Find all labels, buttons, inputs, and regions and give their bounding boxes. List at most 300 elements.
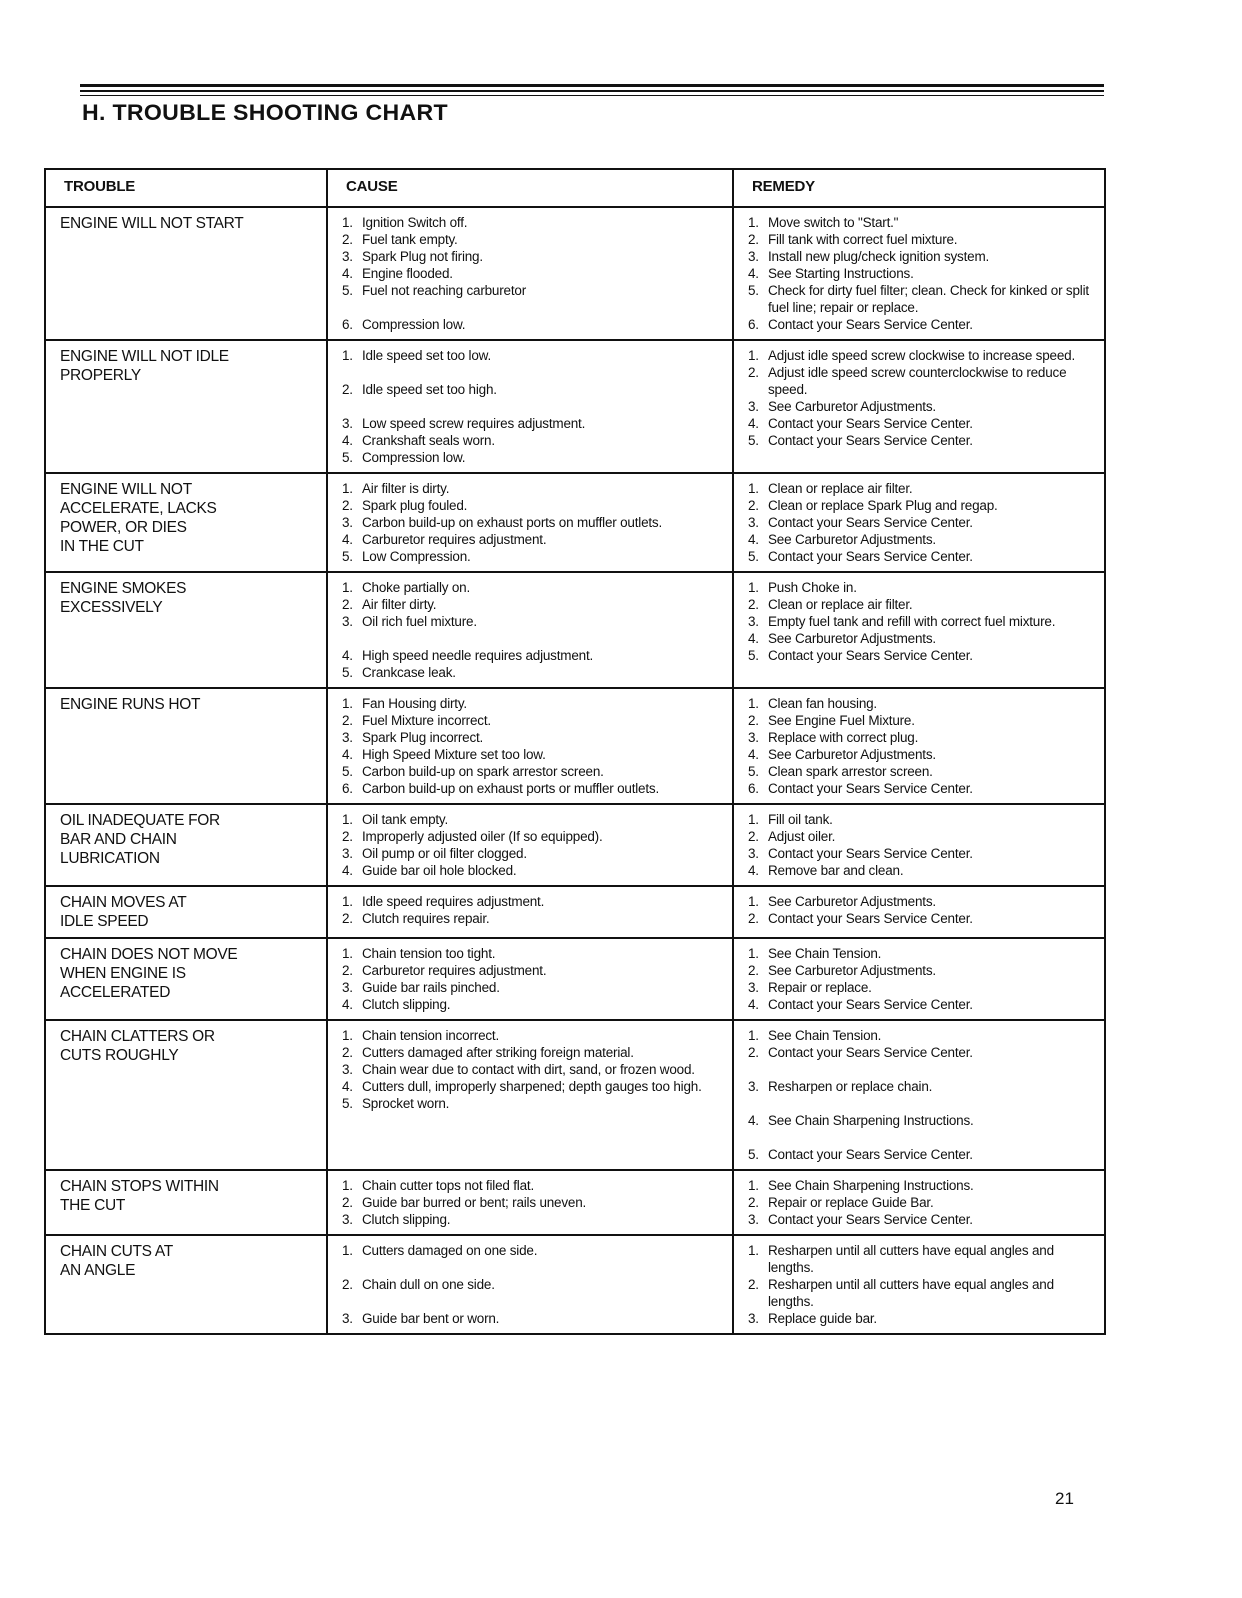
remedy-text: Contact your Sears Service Center. (768, 1147, 973, 1162)
remedy-cell (733, 1235, 1105, 1334)
cause-item (342, 231, 724, 248)
remedy-list (748, 945, 1096, 1013)
remedy-text: Contact your Sears Service Center. (768, 433, 973, 448)
cause-item (342, 432, 724, 449)
remedy-item (748, 1211, 1096, 1228)
table-row (45, 688, 1105, 804)
table-body (45, 207, 1105, 1334)
remedy-item (748, 282, 1096, 316)
table-row (45, 340, 1105, 473)
cause-number: 2. (342, 382, 353, 397)
table-row (45, 886, 1105, 938)
cause-number: 6. (342, 781, 353, 796)
remedy-text: See Chain Sharpening Instructions. (768, 1113, 974, 1128)
remedy-list (748, 1177, 1096, 1228)
remedy-text: Repair or replace. (768, 980, 872, 995)
remedy-number: 5. (748, 764, 759, 779)
table-header-row (45, 169, 1105, 207)
cause-list (342, 1027, 724, 1112)
remedy-number: 3. (748, 846, 759, 861)
cause-list (342, 579, 724, 681)
cause-item (342, 1061, 724, 1078)
remedy-text: See Chain Sharpening Instructions. (768, 1178, 974, 1193)
remedy-text: Contact your Sears Service Center. (768, 846, 973, 861)
remedy-item (748, 214, 1096, 231)
cause-item (342, 695, 724, 712)
trouble-cell (45, 1170, 327, 1235)
cause-item (342, 381, 724, 398)
cause-text: Oil pump or oil filter clogged. (362, 846, 527, 861)
cause-number: 5. (342, 283, 353, 298)
remedy-item (748, 729, 1096, 746)
remedy-cell (733, 1020, 1105, 1170)
cause-item (342, 1211, 724, 1228)
remedy-text: Adjust oiler. (768, 829, 836, 844)
cause-item (342, 979, 724, 996)
cause-number: 2. (342, 829, 353, 844)
remedy-item (748, 613, 1096, 630)
remedy-text: Contact your Sears Service Center. (768, 648, 973, 663)
cause-text: Compression low. (362, 450, 466, 465)
cause-text: Carburetor requires adjustment. (362, 963, 547, 978)
cause-cell (327, 473, 733, 572)
remedy-number: 1. (748, 1178, 759, 1193)
cause-text: Clutch slipping. (362, 1212, 451, 1227)
trouble-cell (45, 804, 327, 886)
cause-text: Carbon build-up on exhaust ports or muffler outlets. (362, 781, 660, 796)
trouble-label: OIL INADEQUATE FOR BAR AND CHAIN LUBRICATION (60, 812, 220, 867)
cause-item (342, 548, 724, 565)
cause-text: Fuel tank empty. (362, 232, 458, 247)
remedy-text: Resharpen until all cutters have equal angles and lengths. (768, 1277, 1054, 1309)
cause-item (342, 497, 724, 514)
remedy-cell (733, 688, 1105, 804)
remedy-item (748, 497, 1096, 514)
remedy-item (748, 893, 1096, 910)
remedy-text: Remove bar and clean. (768, 863, 904, 878)
remedy-number: 6. (748, 317, 759, 332)
cause-number: 3. (342, 730, 353, 745)
remedy-list (748, 695, 1096, 797)
remedy-text: See Carburetor Adjustments. (768, 747, 936, 762)
cause-text: Air filter dirty. (362, 597, 437, 612)
remedy-item (748, 531, 1096, 548)
remedy-text: Contact your Sears Service Center. (768, 515, 973, 530)
remedy-item (748, 763, 1096, 780)
remedy-number: 3. (748, 399, 759, 414)
cause-text: Ignition Switch off. (362, 215, 468, 230)
remedy-list (748, 811, 1096, 879)
remedy-number: 1. (748, 812, 759, 827)
cause-item (342, 828, 724, 845)
remedy-item (748, 845, 1096, 862)
cause-item (342, 763, 724, 780)
cause-text: Chain wear due to contact with dirt, sand, or frozen wood. (362, 1062, 695, 1077)
remedy-text: See Carburetor Adjustments. (768, 631, 936, 646)
remedy-item (748, 1078, 1096, 1095)
cause-number: 4. (342, 433, 353, 448)
trouble-cell (45, 688, 327, 804)
remedy-item (748, 596, 1096, 613)
remedy-text: Check for dirty fuel filter; clean. Check for kinked or split fuel line; repair or replace. (768, 283, 1089, 315)
remedy-list (748, 347, 1096, 449)
trouble-cell (45, 938, 327, 1020)
remedy-item (748, 746, 1096, 763)
cause-item (342, 316, 724, 333)
cause-number: 1. (342, 812, 353, 827)
cause-item (342, 613, 724, 630)
remedy-item (748, 548, 1096, 565)
remedy-cell (733, 938, 1105, 1020)
cause-cell (327, 572, 733, 688)
cause-item (342, 647, 724, 664)
cause-item (342, 811, 724, 828)
remedy-text: Fill tank with correct fuel mixture. (768, 232, 958, 247)
remedy-list (748, 1027, 1096, 1163)
remedy-number: 1. (748, 348, 759, 363)
remedy-text: Adjust idle speed screw clockwise to increase speed. (768, 348, 1076, 363)
remedy-item (748, 996, 1096, 1013)
header-trouble: TROUBLE (45, 169, 327, 207)
cause-number: 1. (342, 481, 353, 496)
cause-number: 2. (342, 232, 353, 247)
remedy-text: Contact your Sears Service Center. (768, 1045, 973, 1060)
cause-number: 4. (342, 1079, 353, 1094)
cause-number: 1. (342, 1243, 353, 1258)
cause-list (342, 893, 724, 927)
cause-item (342, 712, 724, 729)
cause-number: 3. (342, 1311, 353, 1326)
cause-number: 5. (342, 450, 353, 465)
remedy-item (748, 1027, 1096, 1044)
remedy-item (748, 364, 1096, 398)
remedy-number: 2. (748, 911, 759, 926)
remedy-number: 4. (748, 1113, 759, 1128)
remedy-list (748, 579, 1096, 664)
cause-list (342, 811, 724, 879)
remedy-item (748, 647, 1096, 664)
remedy-list (748, 1242, 1096, 1327)
remedy-number: 1. (748, 946, 759, 961)
remedy-item (748, 1146, 1096, 1163)
cause-item (342, 415, 724, 432)
remedy-number: 1. (748, 580, 759, 595)
cause-text: Clutch slipping. (362, 997, 451, 1012)
cause-number: 5. (342, 665, 353, 680)
cause-item (342, 1310, 724, 1327)
trouble-cell (45, 340, 327, 473)
cause-item (342, 945, 724, 962)
cause-number: 2. (342, 498, 353, 513)
remedy-number: 4. (748, 416, 759, 431)
cause-text: Air filter is dirty. (362, 481, 450, 496)
cause-number: 1. (342, 580, 353, 595)
cause-list (342, 1177, 724, 1228)
remedy-number: 5. (748, 648, 759, 663)
cause-item (342, 1044, 724, 1061)
cause-text: Improperly adjusted oiler (If so equipped). (362, 829, 603, 844)
cause-list (342, 1242, 724, 1327)
remedy-item (748, 1044, 1096, 1061)
remedy-number: 4. (748, 863, 759, 878)
remedy-number: 5. (748, 433, 759, 448)
cause-item (342, 531, 724, 548)
remedy-number: 4. (748, 997, 759, 1012)
remedy-number: 2. (748, 365, 759, 380)
cause-text: Cutters damaged on one side. (362, 1243, 538, 1258)
cause-text: Oil rich fuel mixture. (362, 614, 477, 629)
remedy-text: Repair or replace Guide Bar. (768, 1195, 934, 1210)
trouble-label: CHAIN CUTS AT AN ANGLE (60, 1243, 173, 1279)
remedy-number: 3. (748, 1311, 759, 1326)
cause-item (342, 1095, 724, 1112)
remedy-number: 5. (748, 283, 759, 298)
cause-item (342, 248, 724, 265)
cause-number: 5. (342, 1096, 353, 1111)
remedy-number: 2. (748, 963, 759, 978)
cause-cell (327, 804, 733, 886)
table-row (45, 473, 1105, 572)
remedy-item (748, 1276, 1096, 1310)
cause-text: Guide bar burred or bent; rails uneven. (362, 1195, 587, 1210)
cause-text: Cutters dull, improperly sharpened; depth gauges too high. (362, 1079, 702, 1094)
remedy-item (748, 979, 1096, 996)
cause-text: Chain tension incorrect. (362, 1028, 500, 1043)
cause-text: Carburetor requires adjustment. (362, 532, 547, 547)
cause-item (342, 449, 724, 466)
remedy-text: Clean or replace Spark Plug and regap. (768, 498, 998, 513)
remedy-item (748, 945, 1096, 962)
cause-text: Fuel Mixture incorrect. (362, 713, 491, 728)
cause-text: Oil tank empty. (362, 812, 449, 827)
page-number: 21 (1055, 1489, 1074, 1508)
cause-text: Clutch requires repair. (362, 911, 490, 926)
page-title: H. TROUBLE SHOOTING CHART (82, 100, 448, 125)
header-remedy: REMEDY (733, 169, 1105, 207)
remedy-text: Adjust idle speed screw counterclockwise to reduce speed. (768, 365, 1067, 397)
remedy-text: Install new plug/check ignition system. (768, 249, 990, 264)
remedy-text: Contact your Sears Service Center. (768, 549, 973, 564)
remedy-list (748, 893, 1096, 927)
remedy-item (748, 630, 1096, 647)
remedy-text: See Carburetor Adjustments. (768, 532, 936, 547)
remedy-number: 1. (748, 1028, 759, 1043)
cause-cell (327, 886, 733, 938)
cause-text: Fan Housing dirty. (362, 696, 467, 711)
trouble-shooting-table (44, 168, 1106, 1335)
remedy-text: Replace with correct plug. (768, 730, 919, 745)
trouble-label: CHAIN MOVES AT IDLE SPEED (60, 894, 187, 930)
cause-text: Guide bar rails pinched. (362, 980, 500, 995)
remedy-number: 2. (748, 1195, 759, 1210)
cause-number: 3. (342, 249, 353, 264)
remedy-item (748, 1310, 1096, 1327)
table-row (45, 1170, 1105, 1235)
cause-list (342, 695, 724, 797)
remedy-number: 2. (748, 829, 759, 844)
cause-number: 3. (342, 846, 353, 861)
cause-number: 4. (342, 532, 353, 547)
remedy-text: Clean or replace air filter. (768, 597, 913, 612)
remedy-text: Contact your Sears Service Center. (768, 781, 973, 796)
remedy-number: 2. (748, 1045, 759, 1060)
remedy-text: Move switch to "Start." (768, 215, 899, 230)
cause-number: 3. (342, 1212, 353, 1227)
trouble-label: ENGINE WILL NOT START (60, 215, 244, 232)
remedy-number: 3. (748, 614, 759, 629)
cause-number: 2. (342, 1195, 353, 1210)
remedy-text: Resharpen or replace chain. (768, 1079, 933, 1094)
cause-number: 1. (342, 215, 353, 230)
remedy-text: See Engine Fuel Mixture. (768, 713, 915, 728)
trouble-label: ENGINE WILL NOT IDLE PROPERLY (60, 348, 229, 384)
cause-item (342, 596, 724, 613)
cause-number: 2. (342, 963, 353, 978)
remedy-text: Contact your Sears Service Center. (768, 997, 973, 1012)
cause-cell (327, 1020, 733, 1170)
remedy-number: 2. (748, 1277, 759, 1292)
remedy-text: See Starting Instructions. (768, 266, 914, 281)
trouble-cell (45, 572, 327, 688)
remedy-number: 3. (748, 730, 759, 745)
remedy-number: 2. (748, 498, 759, 513)
cause-number: 2. (342, 911, 353, 926)
remedy-item (748, 811, 1096, 828)
cause-cell (327, 938, 733, 1020)
remedy-number: 3. (748, 515, 759, 530)
remedy-text: Replace guide bar. (768, 1311, 877, 1326)
cause-text: Idle speed set too low. (362, 348, 491, 363)
cause-cell (327, 1235, 733, 1334)
cause-number: 4. (342, 266, 353, 281)
remedy-text: Push Choke in. (768, 580, 857, 595)
cause-text: Low Compression. (362, 549, 471, 564)
remedy-item (748, 862, 1096, 879)
remedy-cell (733, 572, 1105, 688)
table-row (45, 207, 1105, 340)
trouble-label: CHAIN CLATTERS OR CUTS ROUGHLY (60, 1028, 215, 1064)
remedy-item (748, 514, 1096, 531)
remedy-item (748, 1194, 1096, 1211)
cause-number: 5. (342, 764, 353, 779)
remedy-item (748, 1242, 1096, 1276)
cause-text: Crankshaft seals worn. (362, 433, 495, 448)
remedy-number: 1. (748, 894, 759, 909)
cause-list (342, 214, 724, 333)
remedy-number: 1. (748, 215, 759, 230)
cause-text: High Speed Mixture set too low. (362, 747, 546, 762)
cause-number: 1. (342, 348, 353, 363)
remedy-item (748, 1112, 1096, 1129)
cause-text: Fuel not reaching carburetor (362, 283, 526, 298)
cause-item (342, 265, 724, 282)
cause-item (342, 282, 724, 299)
cause-text: Guide bar oil hole blocked. (362, 863, 517, 878)
remedy-cell (733, 340, 1105, 473)
cause-text: Chain cutter tops not filed flat. (362, 1178, 534, 1193)
remedy-list (748, 480, 1096, 565)
remedy-item (748, 780, 1096, 797)
cause-cell (327, 1170, 733, 1235)
cause-text: Crankcase leak. (362, 665, 456, 680)
remedy-item (748, 712, 1096, 729)
cause-item (342, 845, 724, 862)
cause-number: 3. (342, 1062, 353, 1077)
trouble-cell (45, 886, 327, 938)
cause-text: Carbon build-up on exhaust ports on muffler outlets. (362, 515, 663, 530)
cause-item (342, 1027, 724, 1044)
cause-number: 1. (342, 696, 353, 711)
remedy-number: 3. (748, 1079, 759, 1094)
remedy-text: See Carburetor Adjustments. (768, 894, 936, 909)
cause-cell (327, 340, 733, 473)
cause-item (342, 480, 724, 497)
remedy-text: Clean or replace air filter. (768, 481, 913, 496)
cause-text: Carbon build-up on spark arrestor screen. (362, 764, 604, 779)
cause-text: Cutters damaged after striking foreign material. (362, 1045, 634, 1060)
cause-item (342, 214, 724, 231)
title-rules (80, 84, 1104, 96)
remedy-text: Clean fan housing. (768, 696, 877, 711)
cause-list (342, 347, 724, 466)
cause-number: 4. (342, 747, 353, 762)
remedy-cell (733, 1170, 1105, 1235)
cause-number: 2. (342, 1277, 353, 1292)
remedy-number: 4. (748, 747, 759, 762)
table-row (45, 1235, 1105, 1334)
trouble-cell (45, 1020, 327, 1170)
remedy-item (748, 398, 1096, 415)
cause-text: Engine flooded. (362, 266, 453, 281)
trouble-label: ENGINE RUNS HOT (60, 696, 201, 713)
cause-item (342, 910, 724, 927)
remedy-number: 1. (748, 696, 759, 711)
cause-number: 4. (342, 648, 353, 663)
remedy-text: Contact your Sears Service Center. (768, 911, 973, 926)
cause-number: 3. (342, 416, 353, 431)
cause-number: 2. (342, 713, 353, 728)
cause-item (342, 1194, 724, 1211)
table-row (45, 804, 1105, 886)
trouble-label: ENGINE SMOKES EXCESSIVELY (60, 580, 187, 616)
remedy-text: See Carburetor Adjustments. (768, 963, 936, 978)
remedy-text: Contact your Sears Service Center. (768, 1212, 973, 1227)
cause-cell (327, 688, 733, 804)
remedy-item (748, 695, 1096, 712)
remedy-number: 6. (748, 781, 759, 796)
cause-item (342, 1078, 724, 1095)
remedy-number: 3. (748, 249, 759, 264)
table-row (45, 938, 1105, 1020)
cause-number: 2. (342, 1045, 353, 1060)
remedy-text: See Carburetor Adjustments. (768, 399, 936, 414)
trouble-cell (45, 473, 327, 572)
remedy-item (748, 828, 1096, 845)
cause-number: 1. (342, 1178, 353, 1193)
remedy-item (748, 265, 1096, 282)
cause-item (342, 347, 724, 364)
cause-text: Idle speed requires adjustment. (362, 894, 545, 909)
cause-text: Compression low. (362, 317, 466, 332)
cause-text: Sprocket worn. (362, 1096, 450, 1111)
cause-item (342, 862, 724, 879)
remedy-text: Empty fuel tank and refill with correct fuel mixture. (768, 614, 1056, 629)
remedy-cell (733, 804, 1105, 886)
remedy-number: 4. (748, 532, 759, 547)
remedy-item (748, 231, 1096, 248)
cause-number: 3. (342, 614, 353, 629)
cause-number: 3. (342, 980, 353, 995)
